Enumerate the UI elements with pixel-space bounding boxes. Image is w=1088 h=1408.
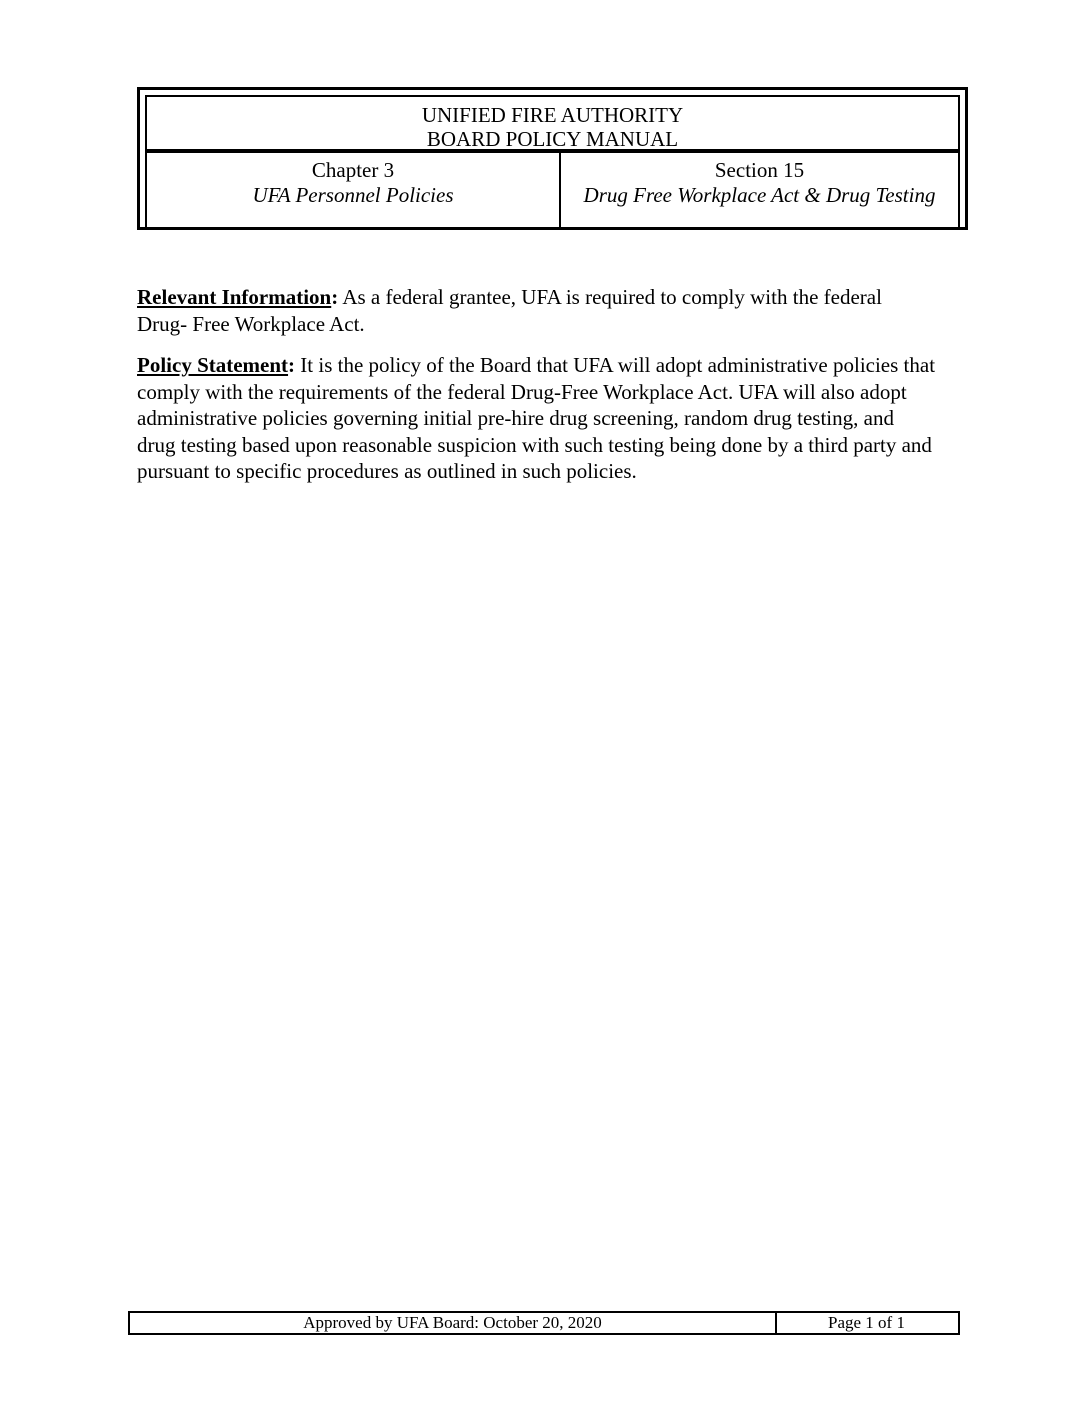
relevant-information-paragraph: [137, 284, 937, 337]
section-title: Drug Free Workplace Act & Drug Testing: [583, 183, 936, 207]
section-cell: [561, 153, 958, 230]
page-footer: [128, 1311, 960, 1335]
approval-date: Approved by UFA Board: October 20, 2020: [130, 1313, 777, 1333]
section-number: Section 15: [714, 158, 805, 182]
policy-statement-label: Policy Statement: [137, 353, 289, 377]
header-title-block: [145, 95, 960, 150]
relevant-information-text: As a federal grantee, UFA is required to comply with the federal Drug- Free Workplace Act.: [137, 285, 882, 336]
policy-statement-text: It is the policy of the Board that UFA will adopt administrative policies that comply with the requirements of the federal Drug-Free Workplace Act. UFA will also adopt administrative policies governing initial pre-hire drug screening, random drug testing, and drug testing based upon reasonable suspicion with such testing being done by a third party and pursuant to specific procedures as outlined in such policies.: [137, 353, 936, 483]
chapter-number: Chapter 3: [311, 158, 395, 182]
policy-header: [137, 87, 968, 230]
chapter-title: UFA Personnel Policies: [252, 183, 454, 207]
policy-statement-paragraph: [137, 352, 937, 485]
relevant-information-colon: :: [331, 285, 339, 309]
chapter-cell: [147, 153, 561, 230]
manual-name: BOARD POLICY MANUAL: [426, 127, 679, 151]
header-chapter-row: [145, 153, 960, 230]
page-number: Page 1 of 1: [828, 1313, 905, 1332]
org-name: UNIFIED FIRE AUTHORITY: [421, 103, 684, 127]
relevant-information-label: Relevant Information: [137, 285, 332, 309]
policy-statement-colon: :: [288, 353, 296, 377]
